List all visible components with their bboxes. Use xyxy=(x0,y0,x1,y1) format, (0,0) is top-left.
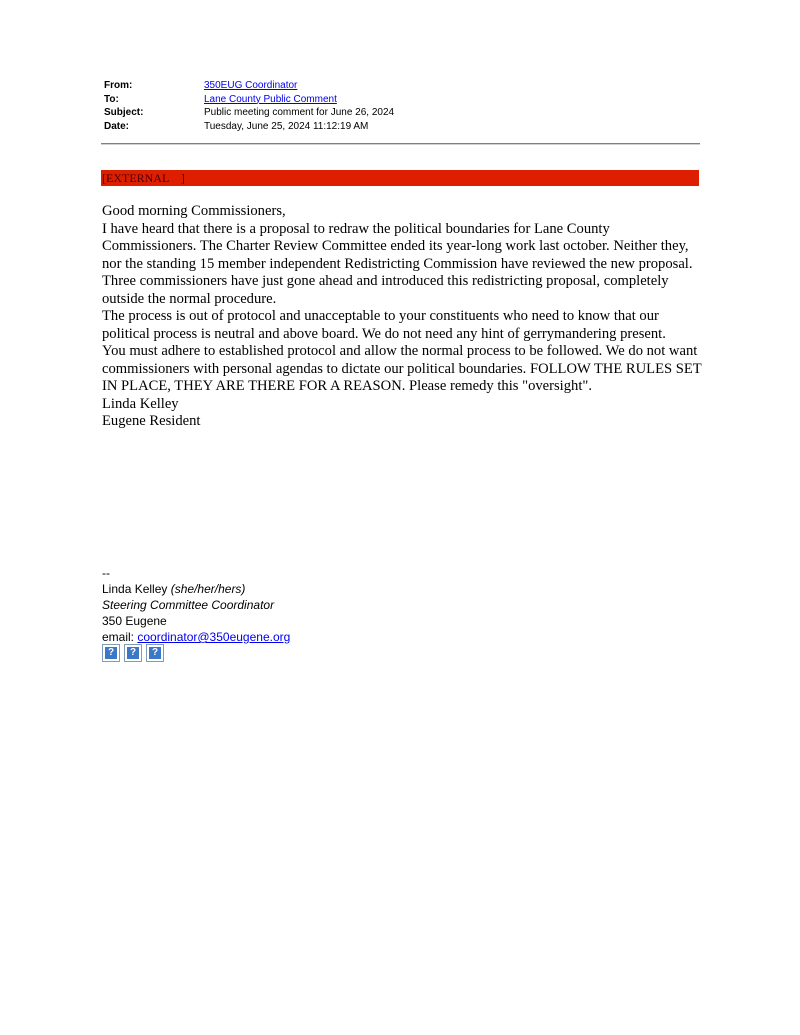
from-link[interactable]: 350EUG Coordinator xyxy=(204,80,298,91)
signature-name-line xyxy=(102,581,290,597)
signature-block xyxy=(102,565,290,645)
date-value: Tuesday, June 25, 2024 11:12:19 AM xyxy=(204,120,369,132)
sender-name: Linda Kelley xyxy=(102,395,179,412)
signature-icons xyxy=(102,644,164,662)
from-label: From: xyxy=(104,80,133,91)
signature-pronouns: (she/her/hers) xyxy=(170,582,246,596)
email-label: email: xyxy=(102,630,138,644)
subject-label: Subject: xyxy=(104,107,144,118)
to-row xyxy=(104,94,394,108)
external-banner: [EXTERNAL ] xyxy=(101,170,699,186)
signature-email-line xyxy=(102,629,290,645)
body-paragraph: Three commissioners have just gone ahead and introduced this redistricting proposal, completely outside the normal procedure. xyxy=(102,273,669,307)
broken-image-icon[interactable]: ? xyxy=(102,644,120,662)
broken-image-icon[interactable]: ? xyxy=(124,644,142,662)
greeting: Good morning Commissioners, xyxy=(102,203,286,219)
body-paragraph: You must adhere to established protocol and allow the normal process to be followed. We do not want commissioners with personal agendas to dictate our political boundaries. FOLLOW THE RULES SET IN PLACE, THEY ARE THERE FOR A REASON. Please remedy this "oversight". xyxy=(102,343,702,394)
subject-value: Public meeting comment for June 26, 2024 xyxy=(204,107,395,118)
signature-role: Steering Committee Coordinator xyxy=(102,598,275,612)
body-paragraph: The process is out of protocol and unacceptable to your constituents who need to know that our political process is neutral and above board. We do not need any hint of gerrymandering present. xyxy=(102,308,666,342)
email-link[interactable]: coordinator@350eugene.org xyxy=(137,630,291,644)
to-label: To: xyxy=(104,93,119,105)
email-header xyxy=(104,80,394,134)
from-row xyxy=(104,80,394,94)
signature-name: Linda Kelley xyxy=(102,582,168,596)
date-label: Date: xyxy=(104,120,130,132)
broken-image-icon[interactable]: ? xyxy=(146,644,164,662)
date-row xyxy=(104,121,394,135)
email-body xyxy=(102,203,702,431)
signature-separator: -- xyxy=(102,566,110,580)
header-divider xyxy=(101,143,700,145)
to-link[interactable]: Lane County Public Comment xyxy=(204,93,337,105)
sender-title: Eugene Resident xyxy=(102,413,201,429)
subject-row xyxy=(104,107,394,121)
body-paragraph: I have heard that there is a proposal to redraw the political boundaries for Lane County Commissioners. The Charter Review Committee ended its year-long work last october. Neither they, nor the standing 15 member independent Redistricting Commission have reviewed the new proposal. xyxy=(102,220,693,272)
signature-org: 350 Eugene xyxy=(102,614,167,628)
